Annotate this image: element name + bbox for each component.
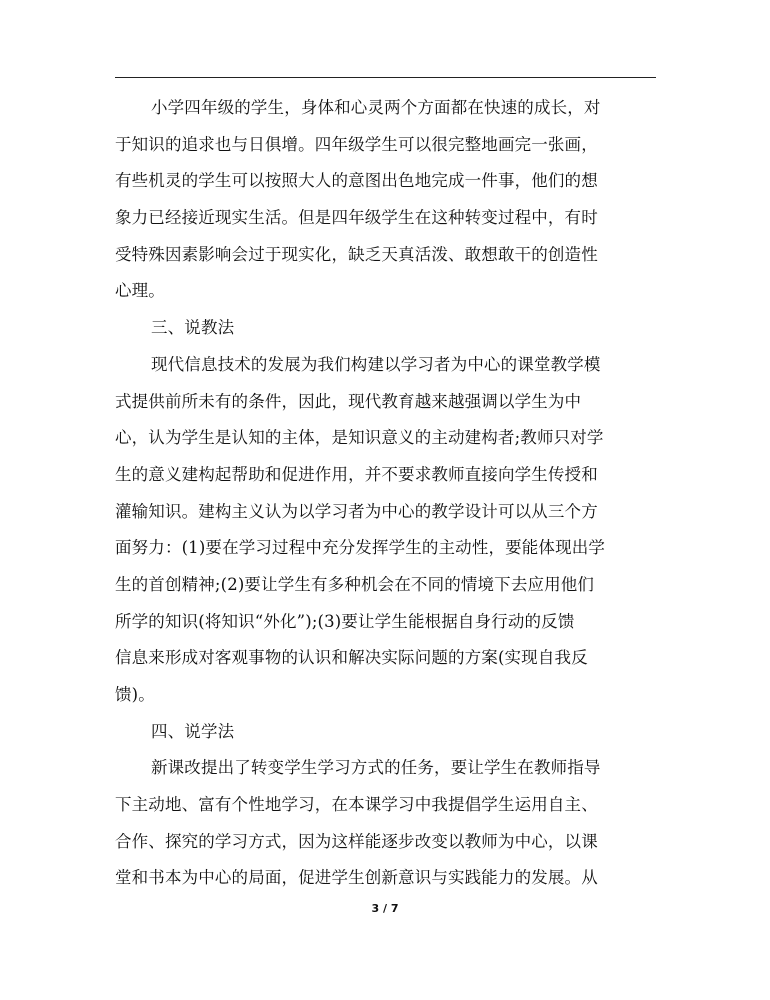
- paragraph-line: 于知识的追求也与日俱增。四年级学生可以很完整地画完一张画，: [115, 134, 598, 154]
- paragraph-line: 馈)。: [115, 685, 155, 704]
- paragraph-line: 心理。: [115, 281, 165, 301]
- paragraph-line: 生的首创精神;(2)要让学生有多种机会在不同的情境下去应用他们: [115, 574, 595, 594]
- paragraph-line: 有些机灵的学生可以按照大人的意图出色地完成一件事，他们的想: [115, 171, 598, 191]
- document-body: [115, 90, 656, 897]
- paragraph-line: 式提供前所未有的条件，因此，现代教育越来越强调以学生为中: [115, 391, 582, 411]
- paragraph-line: 合作、探究的学习方式，因为这样能逐步改变以教师为中心，以课: [115, 831, 598, 851]
- paragraph-line: 心，认为学生是认知的主体，是知识意义的主动建构者;教师只对学: [115, 428, 604, 448]
- paragraph-line: 新课改提出了转变学生学习方式的任务，要让学生在教师指导: [151, 758, 601, 778]
- section-heading-learning-method: 四、说学法: [151, 721, 235, 741]
- paragraph-line: 生的意义建构起帮助和促进作用，并不要求教师直接向学生传授和: [115, 464, 598, 484]
- paragraph-line: 信息来形成对客观事物的认识和解决实际问题的方案(实现自我反: [115, 648, 588, 668]
- paragraph-line: 小学四年级的学生，身体和心灵两个方面都在快速的成长，对: [151, 98, 601, 117]
- paragraph-line: 灌输知识。建构主义认为以学习者为中心的教学设计可以从三个方: [115, 501, 598, 521]
- paragraph-line: 堂和书本为中心的局面，促进学生创新意识与实践能力的发展。从: [115, 868, 598, 888]
- paragraph-line: 现代信息技术的发展为我们构建以学习者为中心的课堂教学模: [151, 354, 601, 374]
- section-heading-teaching-method: 三、说教法: [151, 318, 235, 338]
- paragraph-line: 所学的知识(将知识“外化”);(3)要让学生能根据自身行动的反馈: [115, 611, 575, 631]
- paragraph-line: 面努力：(1)要在学习过程中充分发挥学生的主动性，要能体现出学: [115, 538, 606, 558]
- page-number: 3 / 7: [371, 902, 399, 915]
- header-rule: [115, 77, 656, 78]
- paragraph-line: 象力已经接近现实生活。但是四年级学生在这种转变过程中，有时: [115, 208, 598, 228]
- paragraph-line: 受特殊因素影响会过于现实化，缺乏天真活泼、敢想敢干的创造性: [115, 244, 598, 264]
- paragraph-line: 下主动地、富有个性地学习，在本课学习中我提倡学生运用自主、: [115, 795, 598, 815]
